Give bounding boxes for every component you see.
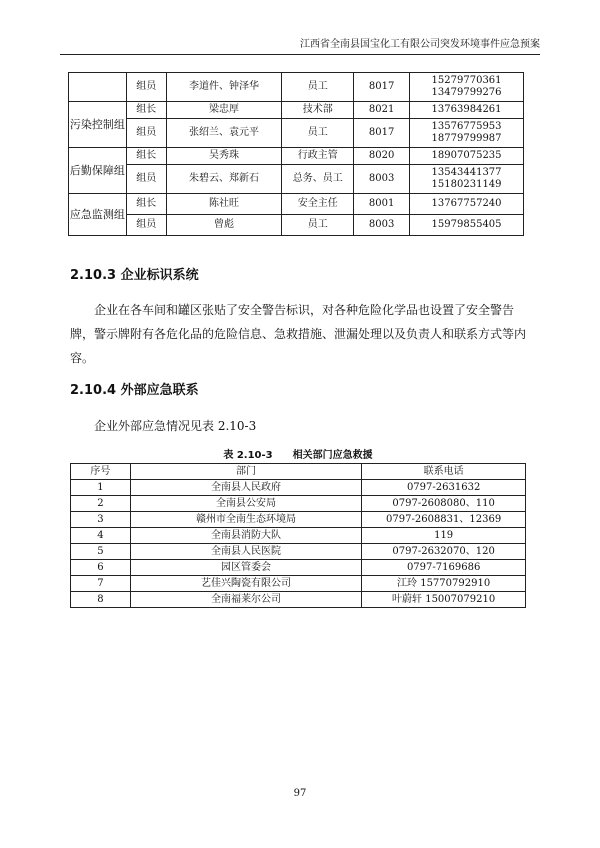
role-cell: 组长	[126, 102, 166, 119]
extension-cell: 8017	[354, 119, 410, 148]
table-row	[71, 528, 526, 544]
department-cell: 赣州市全南生态环境局	[130, 512, 361, 528]
phone-number: 13479799276	[431, 87, 502, 98]
extension-cell: 8021	[354, 102, 410, 119]
role-cell: 组员	[126, 165, 166, 194]
post-cell: 行政主管	[282, 148, 354, 165]
department-cell: 全南福莱尔公司	[130, 592, 361, 608]
table-row	[71, 512, 526, 528]
page-number: 97	[293, 788, 307, 799]
table-row	[69, 215, 524, 236]
member-name-cell: 李道件、钟泽华	[166, 73, 282, 102]
member-name-cell: 曾彪	[166, 215, 282, 236]
phone-cell: 江玲 15770792910	[362, 576, 526, 592]
department-cell: 全南县消防大队	[130, 528, 361, 544]
extension-cell: 8003	[354, 215, 410, 236]
section-heading: 2.10.3 企业标识系统	[70, 268, 199, 283]
member-name-cell: 吴秀珠	[166, 148, 282, 165]
phone-cell: 叶蔚轩 15007079210	[362, 592, 526, 608]
external-contacts-table	[70, 463, 526, 608]
group-cell-continued	[69, 73, 127, 102]
post-cell: 技术部	[282, 102, 354, 119]
role-cell: 组员	[126, 215, 166, 236]
index-cell: 5	[71, 544, 131, 560]
emergency-team-table	[68, 72, 524, 236]
phone-cell: 0797-2608080、110	[362, 496, 526, 512]
phone-cell: 0797-2632070、120	[362, 544, 526, 560]
phone-cell: 15979855405	[410, 215, 524, 236]
header-title: 江西省全南县国宝化工有限公司突发环境事件应急预案	[300, 39, 540, 50]
post-cell: 员工	[282, 215, 354, 236]
table-row	[71, 496, 526, 512]
table-row	[71, 560, 526, 576]
role-cell: 组长	[126, 148, 166, 165]
post-cell: 员工	[282, 73, 354, 102]
table-row	[69, 194, 524, 215]
role-cell: 组长	[126, 194, 166, 215]
department-cell: 全南县人民医院	[130, 544, 361, 560]
extension-cell: 8001	[354, 194, 410, 215]
phone-cell: 119	[362, 528, 526, 544]
member-name-cell: 张绍兰、袁元平	[166, 119, 282, 148]
table-row	[71, 544, 526, 560]
role-cell: 组员	[126, 73, 166, 102]
department-cell: 园区管委会	[130, 560, 361, 576]
index-cell: 8	[71, 592, 131, 608]
table-row	[69, 73, 524, 102]
phone-cell	[410, 119, 524, 148]
role-cell: 组员	[126, 119, 166, 148]
page-header	[60, 38, 540, 55]
index-cell: 4	[71, 528, 131, 544]
table-row	[71, 480, 526, 496]
member-name-cell: 梁忠厚	[166, 102, 282, 119]
column-header: 部门	[130, 464, 361, 480]
column-header: 序号	[71, 464, 131, 480]
table-row	[71, 576, 526, 592]
phone-cell	[410, 73, 524, 102]
member-name-cell: 朱碧云、郑新石	[166, 165, 282, 194]
phone-cell: 0797-2631632	[362, 480, 526, 496]
phone-number: 18779799987	[431, 133, 502, 144]
phone-cell: 18907075235	[410, 148, 524, 165]
phone-number: 13543441377	[431, 167, 502, 178]
member-name-cell: 陈社旺	[166, 194, 282, 215]
phone-cell: 13767757240	[410, 194, 524, 215]
section-paragraph: 企业在各车间和罐区张贴了安全警告标识，对各种危险化学品也设置了安全警告牌，警示牌附有各危化品的危险信息、急救措施、泄漏处理以及负责人和联系方式等内容。	[70, 303, 527, 365]
table-caption: 表 2.10-3 相关部门应急救援	[223, 450, 373, 461]
index-cell: 1	[71, 480, 131, 496]
index-cell: 7	[71, 576, 131, 592]
table-row	[71, 592, 526, 608]
phone-number: 15180231149	[431, 179, 502, 190]
table-row	[69, 119, 524, 148]
section-heading: 2.10.4 外部应急联系	[70, 383, 199, 398]
group-name-cell: 后勤保障组	[69, 148, 127, 194]
extension-cell: 8020	[354, 148, 410, 165]
department-cell: 全南县公安局	[130, 496, 361, 512]
extension-cell: 8017	[354, 73, 410, 102]
phone-cell: 0797-7169686	[362, 560, 526, 576]
phone-number: 13576775953	[431, 121, 502, 132]
phone-number: 15279770361	[431, 75, 502, 86]
group-name-cell: 应急监测组	[69, 194, 127, 236]
section-paragraph: 企业外部应急情况见表 2.10-3	[94, 419, 257, 433]
department-cell: 全南县人民政府	[130, 480, 361, 496]
extension-cell: 8003	[354, 165, 410, 194]
table-row	[69, 148, 524, 165]
index-cell: 2	[71, 496, 131, 512]
index-cell: 6	[71, 560, 131, 576]
group-name-cell: 污染控制组	[69, 102, 127, 148]
department-cell: 艺佳兴陶瓷有限公司	[130, 576, 361, 592]
table-row	[69, 102, 524, 119]
column-header: 联系电话	[362, 464, 526, 480]
phone-cell: 0797-2608831、12369	[362, 512, 526, 528]
post-cell: 总务、员工	[282, 165, 354, 194]
index-cell: 3	[71, 512, 131, 528]
post-cell: 员工	[282, 119, 354, 148]
table-header-row	[71, 464, 526, 480]
table-row	[69, 165, 524, 194]
phone-cell	[410, 165, 524, 194]
post-cell: 安全主任	[282, 194, 354, 215]
phone-cell: 13763984261	[410, 102, 524, 119]
